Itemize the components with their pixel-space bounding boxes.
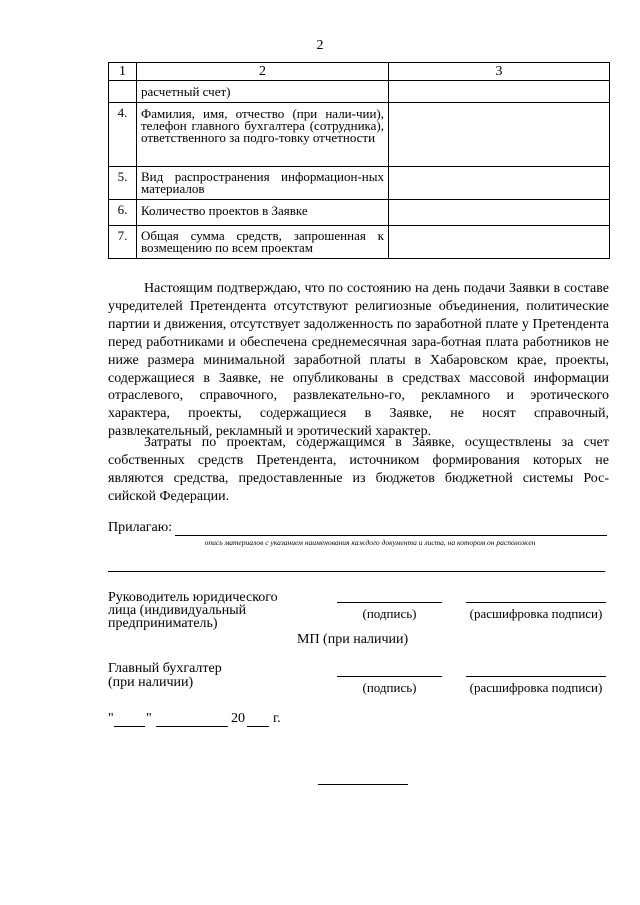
attach-hint: опись материалов с указанием наименования каждого документа и листа, на котором он расположен	[204, 538, 536, 547]
head-signature-hint: (подпись)	[362, 606, 417, 621]
page-number: 2	[316, 38, 324, 53]
table-row	[109, 103, 610, 167]
table-header-cell: 1	[109, 63, 137, 81]
table-row	[109, 200, 610, 226]
table-header-cell: 2	[137, 63, 389, 81]
row-label: расчетный счет)	[137, 81, 389, 103]
attach-line-2	[108, 571, 605, 572]
head-decode-line	[466, 602, 606, 603]
head-title-3: предприниматель)	[108, 616, 218, 631]
row-number: 6.	[109, 200, 137, 226]
table-header-row	[109, 63, 610, 81]
expenses-paragraph: Затраты по проектам, содержащимся в Заявке, осуществлены за счет собственных средств Претендента, источником формирования которых не являются средства, предоставленные из бюджетов бюджетной системы Рос-сийской Федерации.	[108, 435, 609, 504]
stamp-label: МП (при наличии)	[297, 632, 409, 647]
row-value	[389, 200, 610, 226]
row-value	[389, 226, 610, 259]
row-label: Общая сумма средств, запрошенная к возмещению по всем проектам	[137, 226, 389, 259]
row-value	[389, 103, 610, 167]
date-quote-open: "	[108, 711, 114, 726]
row-label: Фамилия, имя, отчество (при нали-чии), телефон главного бухгалтера (сотрудника), ответственного за подго-товку отчетности	[137, 103, 389, 167]
date-quote-close: "	[146, 711, 152, 726]
row-value	[389, 167, 610, 200]
table-row	[109, 81, 610, 103]
date-year-prefix: 20	[231, 711, 245, 726]
head-title-1: Руководитель юридического	[108, 590, 278, 605]
row-number	[109, 81, 137, 103]
date-year-suffix: г.	[273, 711, 281, 726]
row-label: Количество проектов в Заявке	[137, 200, 389, 226]
accountant-signature-line	[337, 676, 442, 677]
table-row	[109, 167, 610, 200]
attach-line	[175, 535, 607, 536]
info-table	[108, 62, 610, 259]
row-number: 5.	[109, 167, 137, 200]
row-number: 4.	[109, 103, 137, 167]
row-number: 7.	[109, 226, 137, 259]
row-value	[389, 81, 610, 103]
date-day-line	[114, 726, 145, 727]
head-signature-line	[337, 602, 442, 603]
table-header-cell: 3	[389, 63, 610, 81]
table-row	[109, 226, 610, 259]
attach-label: Прилагаю:	[108, 520, 173, 535]
accountant-decode-hint: (расшифровка подписи)	[469, 680, 603, 695]
accountant-title-2: (при наличии)	[108, 675, 194, 690]
head-decode-hint: (расшифровка подписи)	[469, 606, 603, 621]
accountant-signature-hint: (подпись)	[362, 680, 417, 695]
date-year-line	[247, 726, 269, 727]
confirmation-paragraph: Настоящим подтверждаю, что по состоянию на день подачи Заявки в составе учредителей Претендента отсутствуют религиозные объединения, политические партии и движения, отсутствует задолженность по заработной плате у Претендента перед работниками и обеспечена среднемесячная зара-ботная плата работников не ниже размера минимальной заработной платы в Хабаровском крае, проекты, содержащиеся в Заявке, не опубликованы в средствах массовой информации отраслевого, справочного, развлекательно-го, рекламного и эротического характера, проекты, содержащиеся в Заявке, не носят справочный, развлекательный, рекламный и эротический характер.	[108, 281, 609, 440]
accountant-title-1: Главный бухгалтер	[108, 661, 222, 676]
head-title-2: лица (индивидуальный	[108, 603, 247, 618]
closing-line	[318, 784, 408, 785]
date-month-line	[156, 726, 228, 727]
row-label: Вид распространения информацион-ных материалов	[137, 167, 389, 200]
accountant-decode-line	[466, 676, 606, 677]
